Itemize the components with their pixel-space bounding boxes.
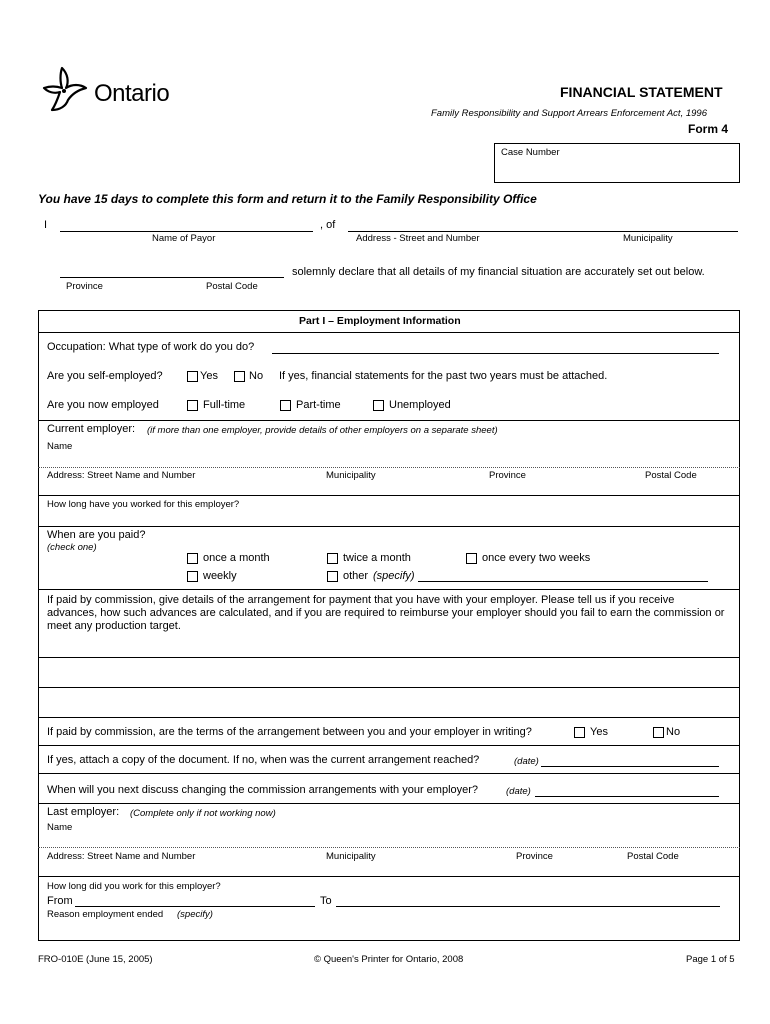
to-label: To [320,895,332,907]
province-postal-field[interactable] [60,277,284,278]
municipality-label: Municipality [623,233,673,244]
self-employed-label: Are you self-employed? [47,370,163,382]
reason-ended-label: Reason employment ended [47,909,164,920]
divider [38,773,740,774]
last-employer-name-label: Name [47,822,73,833]
part1-title: Part I – Employment Information [299,315,461,327]
employer-name-label: Name [47,441,73,452]
arrangement-date-label: (date) [514,756,539,767]
logo-text: Ontario [94,80,170,107]
declaration-i: I [44,219,48,231]
writing-yes-checkbox[interactable] [574,727,585,738]
declaration-text: solemnly declare that all details of my financial situation are accurately set out below. [292,266,705,278]
payor-address-field[interactable] [348,231,738,232]
divider [38,745,740,746]
unemployed-checkbox[interactable] [373,400,384,411]
other-specify-label: (specify) [373,570,415,582]
reason-ended-field[interactable] [38,921,740,940]
self-employed-yes-checkbox[interactable] [187,371,198,382]
divider [38,420,740,421]
declaration-of: , of [320,219,336,231]
part-time-checkbox[interactable] [280,400,291,411]
commission-details-line-2[interactable] [38,658,740,686]
last-employer-municipality-label: Municipality [326,851,376,862]
employer-name-field[interactable] [38,452,740,466]
employer-municipality-label: Municipality [326,470,376,481]
from-label: From [47,895,73,907]
twice-month-checkbox[interactable] [327,553,338,564]
self-employed-no-checkbox[interactable] [234,371,245,382]
form-number: Form 4 [688,122,729,136]
trillium-icon [42,66,92,118]
how-long-worked-label: How long have you worked for this employer? [47,499,240,510]
unemployed-label: Unemployed [389,399,451,411]
name-of-payor-label: Name of Payor [152,233,216,244]
employed-label: Are you now employed [47,399,159,411]
once-two-weeks-label: once every two weeks [482,552,591,564]
last-employer-postal-label: Postal Code [627,851,679,862]
employer-province-label: Province [489,470,526,481]
commission-details-field[interactable] [38,634,740,656]
occupation-field[interactable] [272,353,719,354]
divider [38,332,740,333]
page-number: Page 1 of 5 [686,954,735,965]
weekly-checkbox[interactable] [187,571,198,582]
full-time-checkbox[interactable] [187,400,198,411]
next-discuss-date-field[interactable] [535,796,719,797]
twice-month-label: twice a month [343,552,411,564]
form-code: FRO-010E (June 15, 2005) [38,954,153,965]
writing-no-checkbox[interactable] [653,727,664,738]
self-employed-note: If yes, financial statements for the past two years must be attached. [279,370,608,382]
once-two-weeks-checkbox[interactable] [466,553,477,564]
address-label: Address - Street and Number [356,233,480,244]
other-checkbox[interactable] [327,571,338,582]
self-employed-no-label: No [249,370,264,382]
occupation-label: Occupation: What type of work do you do? [47,341,255,353]
divider [38,467,740,468]
commission-writing-label: If paid by commission, are the terms of the arrangement between you and your employer in writing? [47,726,532,738]
reason-specify-label: (specify) [177,909,213,920]
last-employer-label: Last employer: [47,806,120,818]
province-label: Province [66,281,103,292]
current-employer-label: Current employer: [47,423,136,435]
divider [38,495,740,496]
once-month-checkbox[interactable] [187,553,198,564]
other-label: other [343,570,369,582]
last-employer-province-label: Province [516,851,553,862]
postal-code-label: Postal Code [206,281,258,292]
divider [38,803,740,804]
commission-instructions: If paid by commission, give details of the arrangement for payment that you have with your employer. Please tell us if you receive advances, how such advances are calculated, and if you are required to reimburse your employer should you fail to earn the commission or meet any production target. [47,594,725,632]
employer-address-label: Address: Street Name and Number [47,470,196,481]
form-title: FINANCIAL STATEMENT [560,84,723,100]
commission-details-line-3[interactable] [38,688,740,716]
writing-yes-label: Yes [590,726,608,738]
other-specify-field[interactable] [418,581,708,582]
divider [38,876,740,877]
arrangement-date-field[interactable] [541,766,719,767]
once-month-label: once a month [203,552,270,564]
attach-copy-label: If yes, attach a copy of the document. If no, when was the current arrangement reached? [47,754,480,766]
self-employed-yes-label: Yes [200,370,218,382]
writing-no-label: No [666,726,681,738]
from-date-field[interactable] [75,906,315,907]
next-discuss-label: When will you next discuss changing the commission arrangements with your employer? [47,784,479,796]
divider [38,589,740,590]
check-one-note: (check one) [47,542,97,553]
case-number-field[interactable] [494,143,740,183]
employer-postal-label: Postal Code [645,470,697,481]
last-employer-address-label: Address: Street Name and Number [47,851,196,862]
next-discuss-date-label: (date) [506,786,531,797]
when-paid-label: When are you paid? [47,529,146,541]
divider [38,717,740,718]
to-date-field[interactable] [336,906,720,907]
case-number-label: Case Number [501,147,560,158]
act-name: Family Responsibility and Support Arrears Enforcement Act, 1996 [431,108,707,119]
last-employer-note: (Complete only if not working now) [130,808,276,819]
deadline-notice: You have 15 days to complete this form and return it to the Family Responsibility Office [38,192,537,206]
current-employer-note: (if more than one employer, provide details of other employers on a separate sheet) [147,425,498,436]
weekly-label: weekly [203,570,237,582]
divider [38,526,740,527]
divider [38,847,740,848]
full-time-label: Full-time [203,399,246,411]
payor-name-field[interactable] [60,231,313,232]
ontario-logo [42,66,192,118]
last-employer-name-field[interactable] [38,834,740,846]
part-time-label: Part-time [296,399,341,411]
how-long-did-label: How long did you work for this employer? [47,881,221,892]
copyright: © Queen's Printer for Ontario, 2008 [314,954,464,965]
